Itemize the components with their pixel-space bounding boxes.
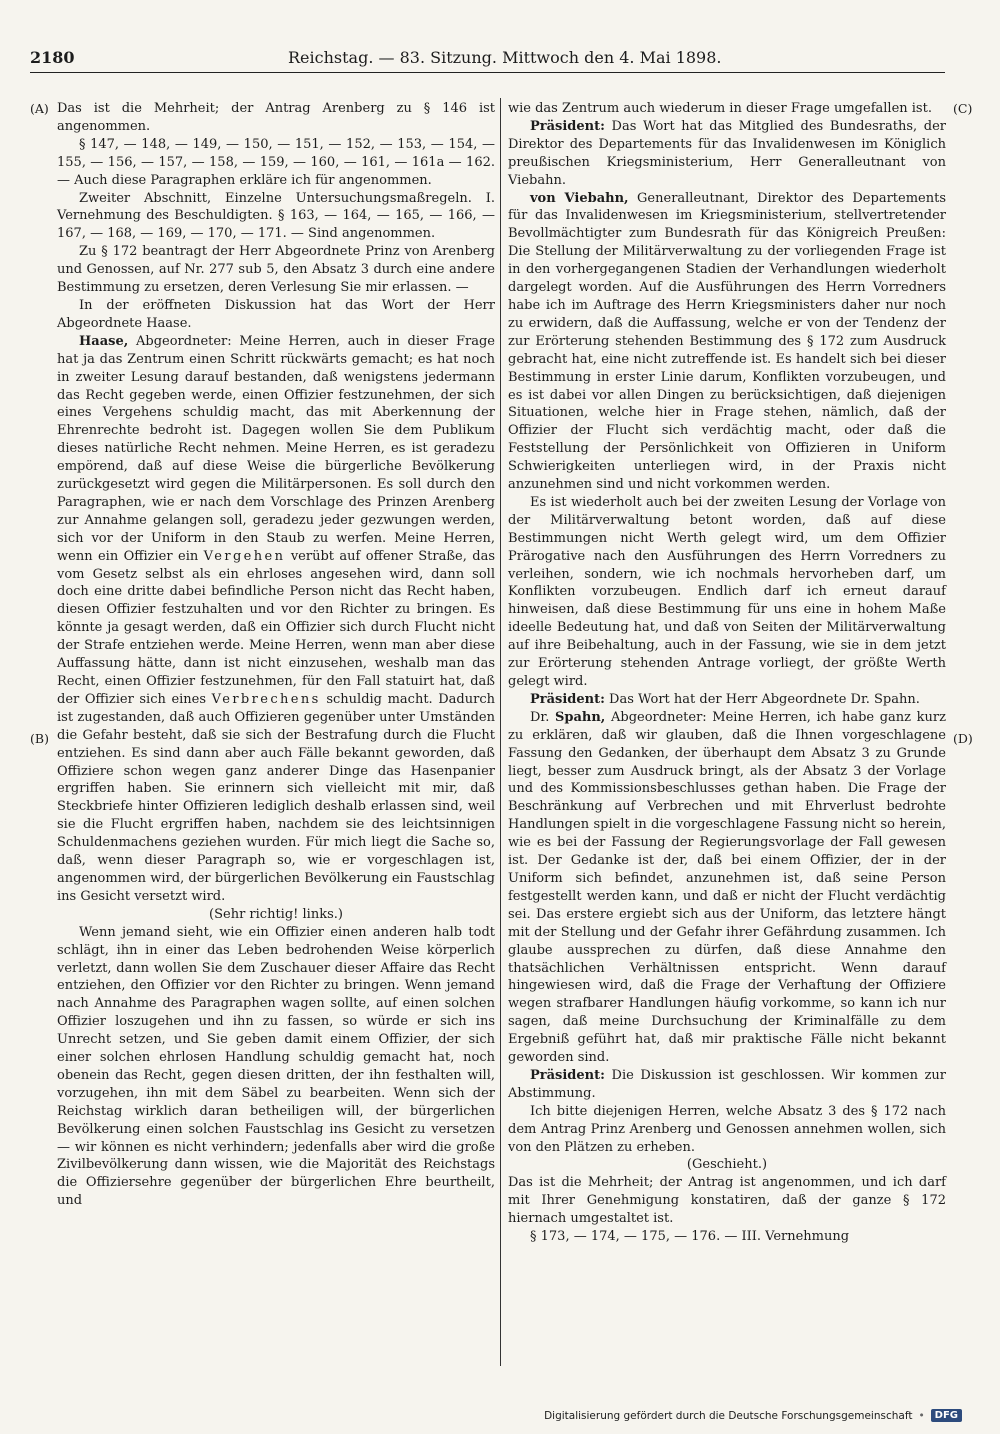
separator-dot: • xyxy=(918,1409,925,1422)
speech-spahn xyxy=(508,709,946,1067)
speaker-name: Präsident: xyxy=(530,118,605,134)
margin-mark-b: (B) xyxy=(30,731,49,746)
speaker-name: von Viebahn, xyxy=(530,190,629,206)
page-number: 2180 xyxy=(30,48,75,67)
paragraph: Es ist wiederholt auch bei der zweiten Lesung der Vorlage von der Militärverwaltung betont worden, daß auf diese Bestimmungen nicht Werth gelegt wird, um dem Offizier Prärogative nach den Ausführungen des Herrn Vorredners zu verleihen, sondern, wie ich nochmals hervorheben darf, um Konflikten vorzubeugen. Endlich darf ich erneut darauf hinweisen, daß diese Bestimmung für uns eine in hohem Maße ideelle Bedeutung hat, und daß von Seiten der Militärverwaltung auf ihre Beibehaltung, auch in der Fassung, wie sie in dem jetzt zur Erörterung stehenden Antrage vorliegt, der größte Werth gelegt wird. xyxy=(508,494,946,689)
paragraph: Zweiter Abschnitt, Einzelne Untersuchungsmaßregeln. I. Vernehmung des Beschuldigten. § 163, — 164, — 165, — 166, — 167, — 168, — 169, — 170, — 171. — Sind angenommen. xyxy=(57,190,495,242)
speech-text: Das Wort hat das Mitglied des Bundesraths, der Direktor des Departements für das Invalidenwesen im Königlich preußischen Kriegsministerium, Herr Generalleutnant von Viebahn. xyxy=(508,118,946,188)
speech-president xyxy=(508,118,946,190)
page-header xyxy=(30,48,945,74)
speech-text: Die Diskussion ist geschlossen. Wir kommen zur Abstimmung. xyxy=(508,1067,946,1101)
paragraph: Ich bitte diejenigen Herren, welche Absatz 3 des § 172 nach dem Antrag Prinz Arenberg und Genossen annehmen wollen, sich von den Plätzen zu erheben. xyxy=(508,1103,946,1155)
column-divider xyxy=(500,98,501,1366)
paragraph: In der eröffneten Diskussion hat das Wort der Herr Abgeordnete Haase. xyxy=(57,297,495,331)
paragraph: Das ist die Mehrheit; der Antrag ist angenommen, und ich darf mit Ihrer Genehmigung konstatiren, daß der ganze § 172 hiernach umgestaltet ist. xyxy=(508,1175,946,1227)
speaker-title: Dr. xyxy=(530,709,555,725)
speaker-name: Spahn, xyxy=(555,709,606,725)
credit-text: Digitalisierung gefördert durch die Deutsche Forschungsgemeinschaft xyxy=(544,1409,913,1422)
digitization-credit xyxy=(544,1409,962,1422)
emphasized-word: Vergehen xyxy=(203,548,286,564)
right-column xyxy=(508,100,946,1246)
speech-text: Abgeordneter: Meine Herren, auch in dieser Frage hat ja das Zentrum einen Schritt rückwärts gemacht; es hat noch in zweiter Lesung darauf bestanden, daß wenigstens jedermann das Recht gegeben werde, einen Offizier festzunehmen, der sich eines Vergehens schuldig macht, das mit Aberkennung der Ehrenrechte bedroht ist. Dagegen wollen Sie dem Publikum dieses natürliche Recht nehmen. Meine Herren, es ist geradezu empörend, daß auf diese Weise die bürgerliche Bevölkerung zurückgesetzt wird gegen die Militärpersonen. Es soll durch den Paragraphen, wie er nach dem Vorschlage des Prinzen Arenberg zur Annahme gelangen soll, geradezu jeder gezwungen werden, sich vor der Uniform in den Staub zu werfen. Meine Herren, wenn ein Offizier ein xyxy=(57,333,495,564)
paragraph: Wenn jemand sieht, wie ein Offizier einen anderen halb todt schlägt, ihn in einer das Leben bedrohenden Weise körperlich verletzt, dann wollen Sie dem Zuschauer dieser Affaire das Recht entziehen, den Offizier vor den Richter zu bringen. Wenn jemand nach Annahme des Paragraphen wagen sollte, auf einen solchen Offizier loszugehen und ihn zu fassen, so würde er sich ins Unrecht setzen, und Sie geben damit einem Offizier, der sich einer solchen ehrlosen Handlung schuldig gemacht hat, noch obenein das Recht, gegen diesen dritten, der ihn festhalten will, vorzugehen, ihn mit dem Säbel zu bearbeiten. Wenn sich der Reichstag wirklich daran betheiligen will, der bürgerlichen Bevölkerung einen solchen Faustschlag ins Gesicht zu versetzen — wir können es nicht verhindern; jedenfalls aber wird die große Zivilbevölkerung dann wissen, wie die Majorität des Reichstags die Offiziersehre gegenüber der bürgerlichen Ehre beurtheilt, und xyxy=(57,924,495,1209)
paragraph: wie das Zentrum auch wiederum in dieser Frage umgefallen ist. xyxy=(508,101,932,116)
paragraph: Das ist die Mehrheit; der Antrag Arenberg zu § 146 ist angenommen. xyxy=(57,101,495,134)
speech-president xyxy=(508,691,946,709)
paragraph: § 147, — 148, — 149, — 150, — 151, — 152, — 153, — 154, — 155, — 156, — 157, — 158, — 159, — 160, — 161, — 161a — 162. — Auch diese Paragraphen erkläre ich für angenommen. xyxy=(57,136,495,188)
speaker-name: Haase, xyxy=(79,333,129,349)
running-title: Reichstag. — 83. Sitzung. Mittwoch den 4. Mai 1898. xyxy=(288,48,722,67)
header-rule xyxy=(30,72,945,73)
interjection: (Sehr richtig! links.) xyxy=(209,906,343,922)
interjection: (Geschieht.) xyxy=(686,1157,768,1173)
left-column xyxy=(57,100,495,1210)
margin-mark-d: (D) xyxy=(953,731,973,746)
speech-text: schuldig macht. Dadurch ist zugestanden, daß auch Offizieren gegenüber unter Umständen die Gefahr besteht, daß sie sich der Bestrafung durch die Flucht entziehen. Es sind dann aber auch Fälle bekannt geworden, daß Offiziere schon wegen ganz anderer Dinge das Hasenpanier ergriffen haben. Sie erinnern sich vielleicht mit mir, daß Steckbriefe hinter Offizieren lediglich deshalb erlassen sind, weil sie die Flucht ergriffen haben, nachdem sie des leichtsinnigen Schuldenmachens geziehen wurden. Für mich liegt die Sache so, daß, wenn dieser Paragraph so, wie er vorgeschlagen ist, angenommen wird, der bürgerlichen Bevölkerung ein Faustschlag ins Gesicht versetzt wird. xyxy=(57,691,495,904)
dfg-logo: DFG xyxy=(931,1409,962,1422)
margin-mark-a: (A) xyxy=(30,101,49,116)
emphasized-word: Verbrechens xyxy=(211,691,321,707)
speech-haase xyxy=(57,333,495,906)
speech-text: Abgeordneter: Meine Herren, ich habe ganz kurz zu erklären, daß wir glauben, daß die Ihnen vorgeschlagene Fassung den Gedanken, der überhaupt dem Absatz 3 zu Grunde liegt, besser zum Ausdruck bringt, als der Absatz 3 der Vorlage und des Kommissionsbeschlusses gethan haben. Die Frage der Beschränkung auf Verbrechen und mit Ehrverlust bedrohte Handlungen spielt in die vorgeschlagene Fassung nicht so herein, wie es bei der Fassung der Regierungsvorlage der Fall gewesen ist. Der Gedanke ist der, daß bei einem Offizier, der in der Uniform sich befindet, anzunehmen ist, daß seine Person festgestellt werden kann, und daß er nicht der Flucht verdächtig sei. Das erstere ergiebt sich aus der Uniform, das letztere hängt mit der Stellung und der Gefahr ihrer Gefährdung zusammen. Ich glaube aussprechen zu dürfen, daß diese Annahme den thatsächlichen Verhältnissen entspricht. Wenn darauf hingewiesen wird, daß die Frage der Verhaftung der Offiziere wegen strafbarer Handlungen häufig vorkomme, so kann ich nur sagen, daß meine Durchsuchung der Kriminalfälle zu dem Ergebniß geführt hat, daß mir praktische Fälle nicht bekannt geworden sind. xyxy=(508,709,946,1066)
speech-viebahn xyxy=(508,190,946,494)
speaker-name: Präsident: xyxy=(530,1067,605,1083)
margin-mark-c: (C) xyxy=(953,101,973,116)
speech-text: Generalleutnant, Direktor des Departements für das Invalidenwesen im Kriegsministerium, stellvertretender Bevollmächtigter zum Bundesrath für das Königreich Preußen: Die Stellung der Militärverwaltung zu der vorliegenden Frage ist in den vorhergegangenen Stadien der Verhandlungen wiederholt dargelegt worden. Auf die Ausführungen des Herrn Vorredners habe ich im Auftrage des Herrn Kriegsministers daher nur noch zu erwidern, daß die Auffassung, welche er von der Tendenz der zur Erörterung stehenden Bestimmung des § 172 zum Ausdruck gebracht hat, eine nicht zutreffende ist. Es handelt sich bei dieser Bestimmung in erster Linie darum, Konflikten vorzubeugen, und es ist dabei vor allen Dingen zu berücksichtigen, daß diejenigen Situationen, welche hier in Frage stehen, nämlich, daß der Offizier der Flucht sich verdächtig macht, oder daß die Feststellung der Persönlichkeit von Offizieren in Uniform Schwierigkeiten unterliegen wird, in der Praxis nicht anzunehmen sind und nicht vorkommen werden. xyxy=(508,190,946,493)
paragraph: Zu § 172 beantragt der Herr Abgeordnete Prinz von Arenberg und Genossen, auf Nr. 277 sub 5, den Absatz 3 durch eine andere Bestimmung zu ersetzen, deren Verlesung Sie mir erlassen. — xyxy=(57,244,495,296)
speech-president xyxy=(508,1067,946,1103)
paragraph: § 173, — 174, — 175, — 176. — III. Vernehmung xyxy=(530,1229,850,1245)
speech-text: verübt auf offener Straße, das vom Gesetz selbst als ein ehrloses angesehen wird, dann soll doch eine dritte dabei befindliche Person nicht das Recht haben, diesen Offizier festzuhalten und vor den Richter zu bringen. Es könnte ja gesagt werden, daß ein Offizier sich durch Flucht nicht der Strafe entziehen werde. Meine Herren, wenn man aber diese Auffassung hätte, dann ist nicht einzusehen, weshalb man das Recht, einen Offizier festzunehmen, für den Fall statuirt hat, daß der Offizier sich eines xyxy=(57,548,495,707)
speech-text: Das Wort hat der Herr Abgeordnete Dr. Spahn. xyxy=(604,691,920,707)
speaker-name: Präsident: xyxy=(530,691,605,707)
